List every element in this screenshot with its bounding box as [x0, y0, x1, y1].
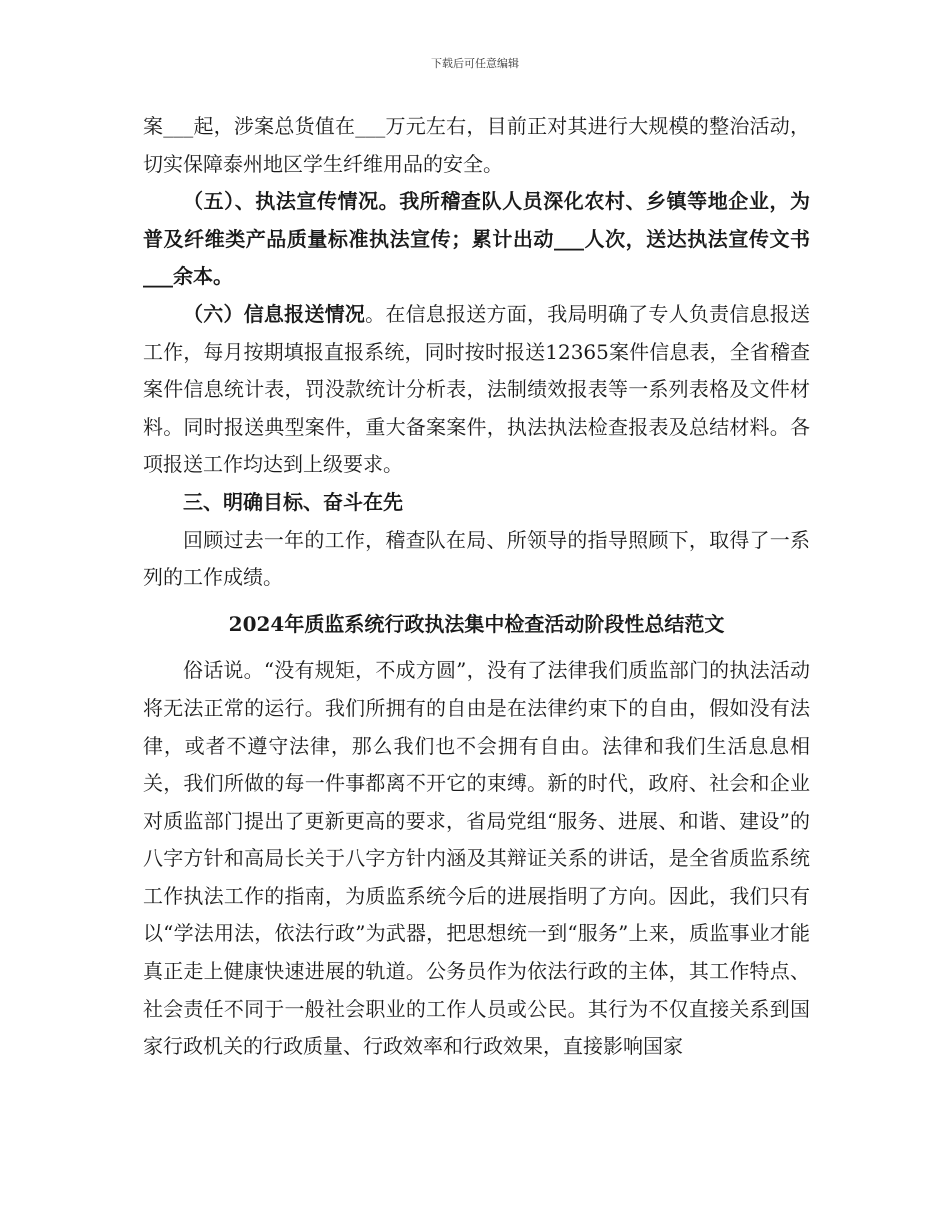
section-heading-goals: 三、明确目标、奋斗在先 — [183, 489, 403, 514]
paragraph-main: 俗话说。“没有规矩，不成方圆”，没有了法律我们质监部门的执法活动将无法正常的运行。我们所拥有的自由是在法律约束下的自由，假如没有法律，或者不遵守法律，那么我们也不会拥有自由。法律和我们生活息息相关，我们所做的每一件事都离不开它的束缚。新的时代，政府、社会和企业对质监部门提出了更新更高的要求，省局党组“服务、进展、和谐、建设”的八字方针和高局长关于八字方针内涵及其辩证关系的讲话，是全省质监系统工作执法工作的指南，为质监系统今后的进展指明了方向。因此，我们只有以“学法用法，依法行政”为武器，把思想统一到“服务”上来，质监事业才能真正走上健康快速进展的轨道。公务员作为依法行政的主体，其工作特点、社会责任不同于一般社会职业的工作人员或公民。其行为不仅直接关系到国家行政机关的行政质量、行政效率和行政效果，直接影响国家 — [143, 658, 810, 1059]
paragraph-case-summary: 案___起，涉案总货值在___万元左右，目前正对其进行大规模的整治活动，切实保障泰州地区学生纤维用品的安全。 — [143, 114, 810, 176]
info-report-heading: （六）信息报送情况 — [183, 301, 366, 326]
page-header: 下载后可任意编辑 — [431, 57, 519, 70]
info-report-body: 。在信息报送方面，我局明确了专人负责信息报送工作，每月按期填报直报系统，同时按时报送12365案件信息表，全省稽查案件信息统计表，罚没款统计分析表，法制绩效报表等一系列表格及文件材料。同时报送典型案件，重大备案案件，执法执法检查报表及总结材料。各项报送工作均达到上级要求。 — [143, 301, 811, 477]
document-title: 2024年质监系统行政执法集中检查活动阶段性总结范文 — [228, 611, 725, 636]
paragraph-review: 回顾过去一年的工作，稽查队在局、所领导的指导照顾下，取得了一系列的工作成绩。 — [143, 527, 810, 590]
paragraph-info-report — [143, 296, 810, 484]
document-body — [143, 108, 810, 1066]
paragraph-publicity: （五）、执法宣传情况。我所稽查队人员深化农村、乡镇等地企业，为普及纤维类产品质量标准执法宣传；累计出动___人次，送达执法宣传文书___余本。 — [143, 189, 810, 289]
